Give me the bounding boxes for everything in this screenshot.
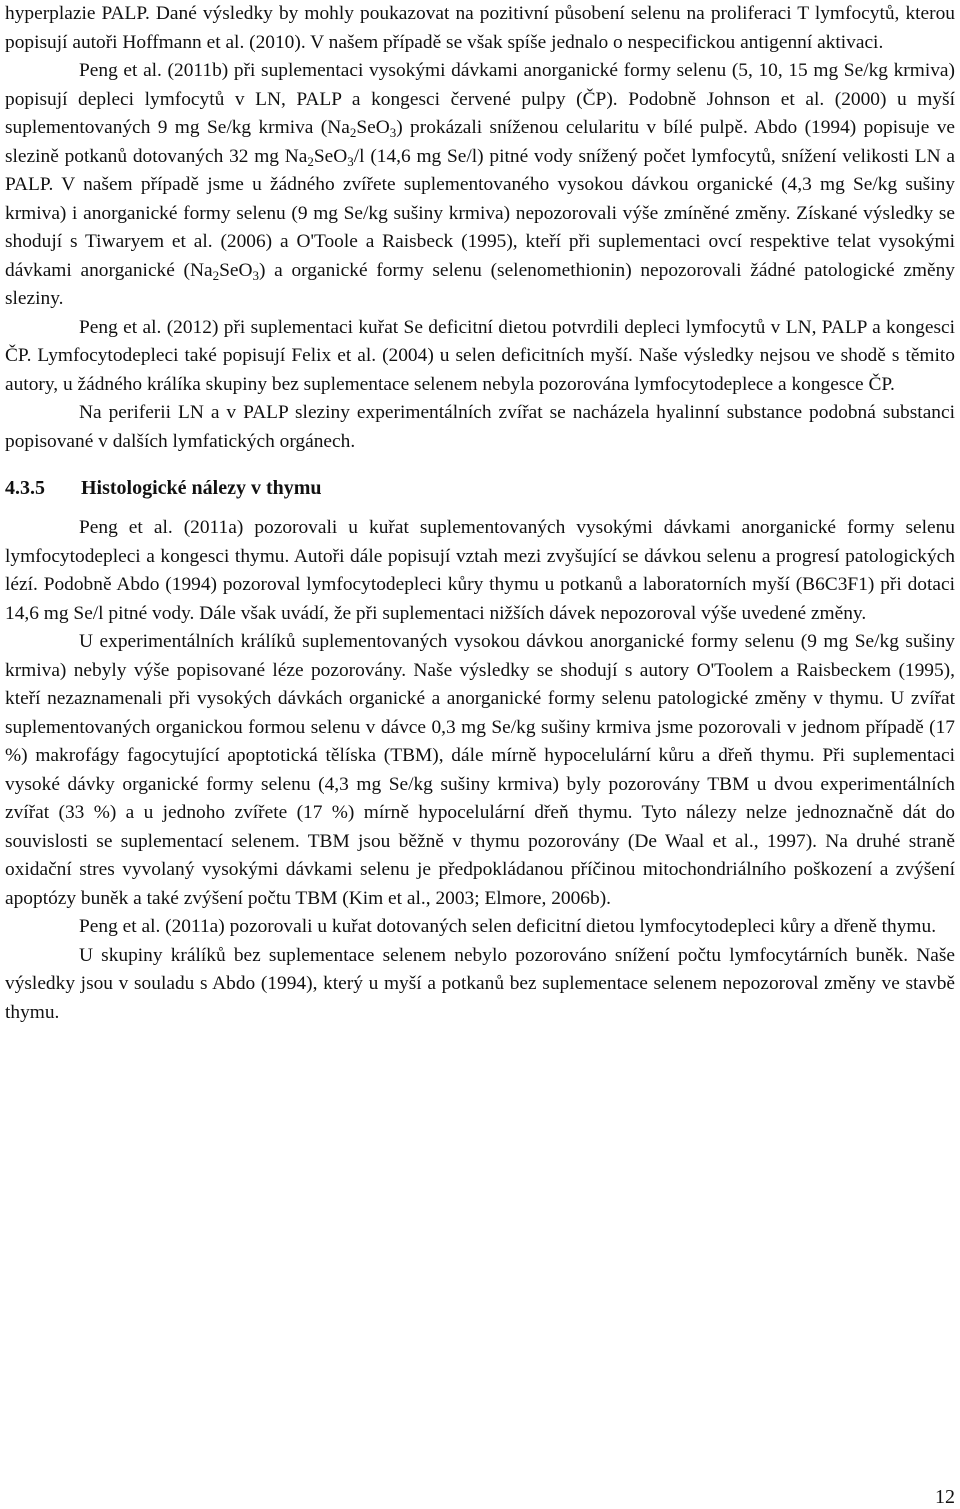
text-run: SeO <box>313 145 348 167</box>
subscript: 3 <box>347 153 354 169</box>
subscript: 2 <box>212 267 220 283</box>
document-page <box>5 0 955 1027</box>
subscript: 3 <box>389 125 397 140</box>
section-number: 4.3.5 <box>5 477 45 499</box>
subscript: 2 <box>349 125 357 140</box>
section-title: Histologické nálezy v thymu <box>81 477 322 499</box>
text-run: SeO <box>356 117 390 138</box>
paragraph: Peng et al. (2011a) pozorovali u kuřat dotovaných selen deficitní dietou lymfocytodepleci kůry a dřeně thymu. <box>79 916 937 937</box>
text-run: ) prokázali sníženou celularitu v bílé pulpě. Abdo (1994) popisuje ve slezině potkanů dotovaných 32 mg Na <box>5 117 955 167</box>
subscript: 2 <box>307 153 314 169</box>
paragraph: U skupiny králíků bez suplementace selenem nebylo pozorováno snížení počtu lymfocytárních buněk. Naše výsledky jsou v souladu s Abdo (1994), který u myší a potkanů bez suplementace selenem nepozoroval změny ve stavbě thymu. <box>5 944 955 1023</box>
text-run: Peng et al. (2011b) při suplementaci vysokými dávkami anorganické formy selenu (5, 10, 15 mg Se/kg krmiva) popisují depleci lymfocytů v LN, PALP a kongesci červené pulpy (ČP). Podobně Johnson et al. (2000) u myší suplementovaných 9 mg Se/kg krmiva (Na <box>5 60 955 138</box>
page-number: 12 <box>935 1486 955 1508</box>
paragraph: hyperplazie PALP. Dané výsledky by mohly poukazovat na pozitivní působení selenu na proliferaci T lymfocytů, kterou popisují autoři Hoffmann et al. (2010). V našem případě se však spíše jednalo o nespecifickou antigenní aktivaci. <box>5 3 955 53</box>
paragraph: Peng et al. (2012) při suplementaci kuřat Se deficitní dietou potvrdili depleci lymfocytů v LN, PALP a kongesci ČP. Lymfocytodepleci také popisují Felix et al. (2004) u selen deficitních myší. Naše výsledky nejsou ve shodě s těmito autory, u žádného králíka skupiny bez suplementace selenem nebyla pozorována lymfocytodeplece a kongesce ČP. <box>5 316 955 395</box>
paragraph: U experimentálních králíků suplementovaných vysokou dávkou anorganické formy selenu (9 mg Se/kg sušiny krmiva) nebyly výše popisované léze pozorovány. Naše výsledky se shodují s autory O'Toolem a Raisbeckem (1995), kteří nezaznamenali při vysokých dávkách organické a anorganické formy selenu patologické změny v thymu. U zvířat suplementovaných organickou formou selenu v dávce 0,3 mg Se/kg sušiny krmiva jsme pozorovali v jednom případě (17 %) makrofágy fagocytující apoptotická tělíska (TBM), dále mírně hypocelulární kůru a dřeň thymu. Při suplementaci vysoké dávky organické formy selenu (4,3 mg Se/kg sušiny krmiva) byly pozorovány TBM u dvou experimentálních zvířat (33 %) a u jednoho zvířete (17 %) mírně hypocelulární dřeň thymu. Tyto nálezy nelze jednoznačně dát do souvislosti se suplementací selenem. TBM jsou běžně v thymu pozorovány (De Waal et al., 1997). Na druhé straně oxidační stres vyvolaný vysokými dávkami selenu je předpokládanou příčinou mitochondriálního poškození a zvýšení apoptózy buněk a také zvýšení počtu TBM (Kim et al., 2003; Elmore, 2006b). <box>5 631 955 909</box>
text-run: /l (14,6 mg Se/l) pitné vody snížený počet lymfocytů, snížení velikosti LN a PALP. V našem případě jsme u žádného zvířete suplementovaného vysokou dávkou organické (4,3 mg Se/kg sušiny krmiva) i anorganické formy selenu (9 mg Se/kg sušiny krmiva) nepozorovali výše zmíněné změny. Získané výsledky se shodují s Tiwaryem et al. (2006) a O'Toole a Raisbeck (1995), kteří při suplementaci ovcí respektive telat vysokými dávkami anorganické (Na <box>5 145 955 281</box>
paragraph <box>5 57 955 314</box>
paragraph: Peng et al. (2011a) pozorovali u kuřat suplementovaných vysokými dávkami anorganické formy selenu lymfocytodepleci a kongesci thymu. Autoři dále popisují vztah mezi zvyšující se dávkou selenu a progresí patologických lézí. Podobně Abdo (1994) pozoroval lymfocytodepleci kůry thymu u potkanů a laboratorních myší (B6C3F1) při dotaci 14,6 mg Se/l pitné vody. Dále však uvádí, že při suplementaci nižších dávek nepozoroval výše uvedené změny. <box>5 517 955 624</box>
text-run: ) a organické formy selenu (selenomethionin) nepozorovali žádné patologické změny sleziny. <box>5 259 955 309</box>
section-heading <box>5 474 955 502</box>
paragraph: Na periferii LN a v PALP sleziny experimentálních zvířat se nacházela hyalinní substance podobná substanci popisované v dalších lymfatických orgánech. <box>5 402 955 452</box>
subscript: 3 <box>252 267 260 283</box>
text-run: SeO <box>219 259 253 281</box>
